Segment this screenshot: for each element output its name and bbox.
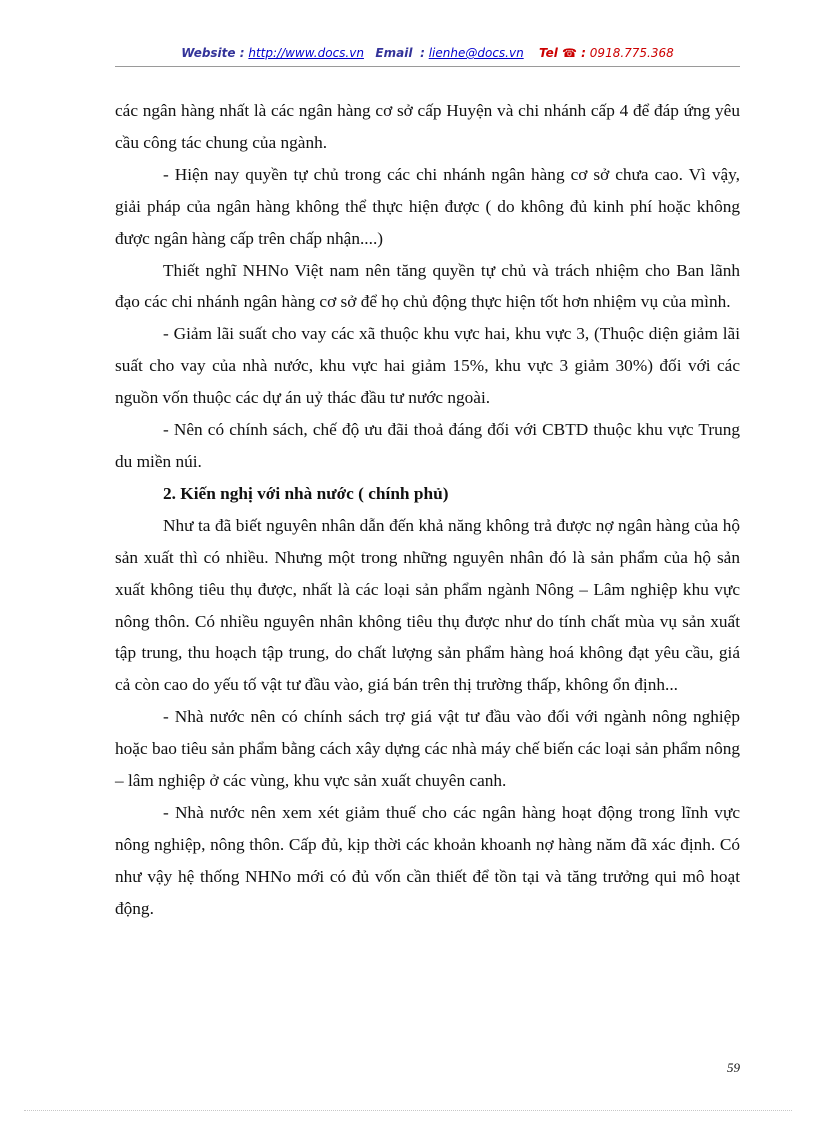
email-link[interactable]: lienhe@docs.vn bbox=[428, 46, 524, 60]
tel-label: Tel ☎ : bbox=[538, 46, 586, 60]
email-separator: : bbox=[420, 46, 425, 60]
paragraph-recommendation: Thiết nghĩ NHNo Việt nam nên tăng quyền tự chủ và trách nhiệm cho Ban lãnh đạo các chi nhánh ngân hàng cơ sở để họ chủ động thực hiện tốt hơn nhiệm vụ của mình. bbox=[115, 260, 740, 312]
page-number: 59 bbox=[727, 1060, 740, 1075]
website-link[interactable]: http://www.docs.vn bbox=[248, 46, 364, 60]
paragraph-incentives: - Nên có chính sách, chế độ ưu đãi thoả đáng đối với CBTD thuộc khu vực Trung du miền núi. bbox=[115, 420, 740, 471]
paragraph-causes: Như ta đã biết nguyên nhân dẫn đến khả năng không trả được nợ ngân hàng của hộ sản xuất thì có nhiều. Nhưng một trong những nguyên nhân đó là sản phẩm của hộ sản xuất không tiêu thụ được, nhất là các loại sản phẩm ngành Nông – Lâm nghiệp khu vực nông thôn. Có nhiều nguyên nhân không tiêu thụ được như do tính chất mùa vụ sản xuất tập trung, thu hoạch tập trung, do chất lượng sản phẩm hàng hoá không đạt yêu cầu, giá cả còn cao do yếu tố vật tư đầu vào, giá bán trên thị trường thấp, không ổn định... bbox=[115, 515, 740, 695]
paragraph-interest-rates: - Giảm lãi suất cho vay các xã thuộc khu vực hai, khu vực 3, (Thuộc diện giảm lãi suất cho vay của nhà nước, khu vực hai giảm 15%, khu vực 3 giảm 30%) đối với các nguồn vốn thuộc các dự án uỷ thác đầu tư nước ngoài. bbox=[115, 324, 740, 408]
tel-number: 0918.775.368 bbox=[589, 46, 674, 60]
email-label: Email bbox=[375, 46, 413, 60]
website-label: Website : bbox=[181, 46, 245, 60]
paragraph-price-support: - Nhà nước nên có chính sách trợ giá vật tư đầu vào đối với ngành nông nghiệp hoặc bao tiêu sản phẩm bằng cách xây dựng các nhà máy chế biến các loại sản phẩm nông – lâm nghiệp ở các vùng, khu vực sản xuất chuyên canh. bbox=[115, 707, 740, 791]
paragraph-continuation: các ngân hàng nhất là các ngân hàng cơ sở cấp Huyện và chi nhánh cấp 4 để đáp ứng yêu cầu công tác chung của ngành. bbox=[115, 101, 740, 152]
document-body bbox=[115, 95, 740, 925]
page-header bbox=[115, 46, 740, 60]
paragraph-autonomy: - Hiện nay quyền tự chủ trong các chi nhánh ngân hàng cơ sở chưa cao. Vì vậy, giải pháp của ngân hàng không thể thực hiện được ( do không đủ kinh phí hoặc không được ngân hàng cấp trên chấp nhận....) bbox=[115, 164, 740, 248]
section-heading: 2. Kiến nghị với nhà nước ( chính phủ) bbox=[163, 483, 449, 503]
paragraph-tax-reduction: - Nhà nước nên xem xét giảm thuế cho các ngân hàng hoạt động trong lĩnh vực nông nghiệp, nông thôn. Cấp đủ, kịp thời các khoản khoanh nợ hàng năm đã xác định. Có như vậy hệ thống NHNo mới có đủ vốn cần thiết để tồn tại và tăng trưởng qui mô hoạt động. bbox=[115, 802, 740, 918]
footer-divider bbox=[24, 1110, 792, 1111]
header-divider bbox=[115, 66, 740, 67]
